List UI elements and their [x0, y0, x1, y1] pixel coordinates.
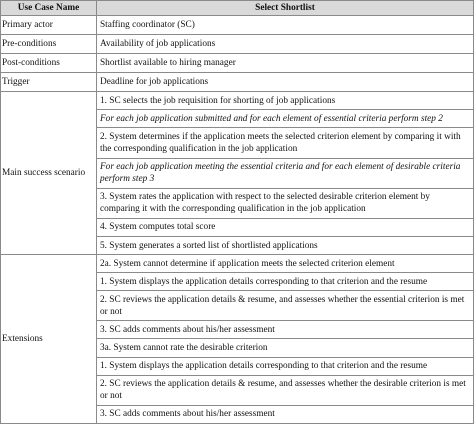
header-row — [1, 1, 474, 16]
extension-step: 1. System displays the application details corresponding to that criterion and the resume — [97, 273, 474, 291]
row-value: Deadline for job applications — [97, 73, 474, 92]
extension-step: 2. SC reviews the application details & resume, and assesses whether the essential criterion is met or not — [97, 291, 474, 321]
table-row — [1, 255, 474, 273]
main-success-label: Main success scenario — [1, 92, 97, 255]
extensions-label: Extensions — [1, 255, 97, 424]
scenario-step: 5. System generates a sorted list of shortlisted applications — [97, 236, 474, 254]
extension-step: 1. System displays the application details corresponding to that criterion and the resume — [97, 357, 474, 375]
row-value: Availability of job applications — [97, 35, 474, 54]
scenario-step: 3. System rates the application with respect to the selected desirable criterion element by comparing it with the corresponding qualification in the job application — [97, 188, 474, 218]
scenario-loop-note: For each job application meeting the essential criteria and for each element of desirable criteria perform step 3 — [97, 158, 474, 188]
row-label: Trigger — [1, 73, 97, 92]
row-value: Staffing coordinator (SC) — [97, 16, 474, 35]
table-row — [1, 16, 474, 35]
row-label: Post-conditions — [1, 54, 97, 73]
extension-step: 2a. System cannot determine if application meets the selected criterion element — [97, 255, 474, 273]
extension-step: 3a. System cannot rate the desirable criterion — [97, 339, 474, 357]
table-row — [1, 35, 474, 54]
extension-step: 3. SC adds comments about his/her assessment — [97, 405, 474, 423]
row-label: Primary actor — [1, 16, 97, 35]
table-row — [1, 54, 474, 73]
header-select-shortlist: Select Shortlist — [97, 1, 474, 16]
table-row — [1, 92, 474, 110]
extension-step: 3. SC adds comments about his/her assessment — [97, 321, 474, 339]
scenario-loop-note: For each job application submitted and for each element of essential criteria perform step 2 — [97, 110, 474, 128]
extension-step: 2. SC reviews the application details & resume, and assesses whether the desirable criterion is met or not — [97, 375, 474, 405]
table-row — [1, 73, 474, 92]
scenario-step: 2. System determines if the application meets the selected criterion element by comparing it with the corresponding qualification in the job application — [97, 128, 474, 158]
row-value: Shortlist available to hiring manager — [97, 54, 474, 73]
row-label: Pre-conditions — [1, 35, 97, 54]
scenario-step: 1. SC selects the job requisition for shorting of job applications — [97, 92, 474, 110]
scenario-step: 4. System computes total score — [97, 218, 474, 236]
header-use-case-name: Use Case Name — [1, 1, 97, 16]
